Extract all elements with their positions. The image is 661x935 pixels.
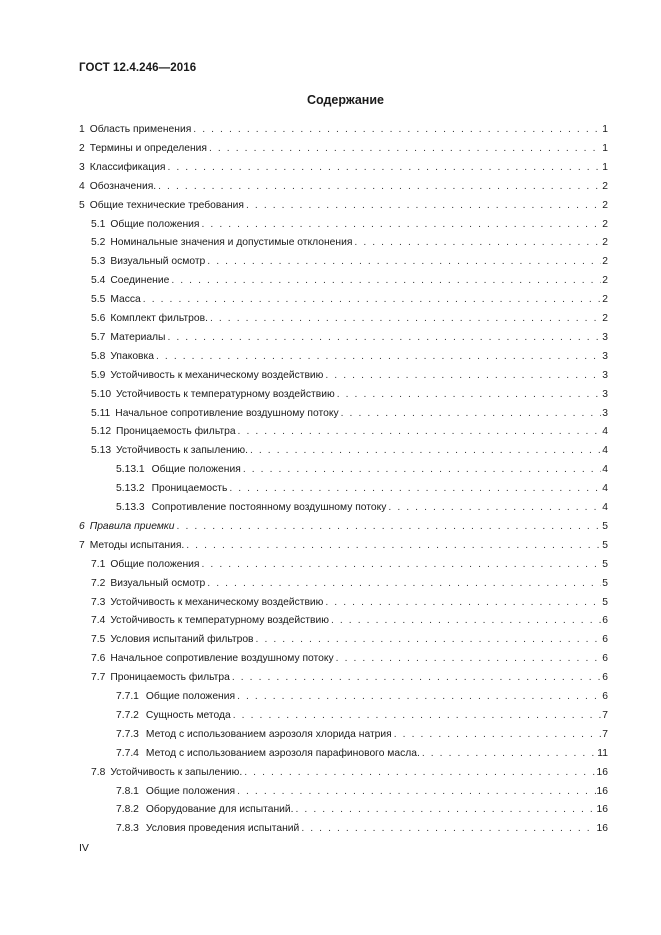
toc-entry-title: Правила приемки [89, 520, 175, 532]
toc-dot-leader [167, 159, 601, 177]
toc-entry-page: 2 [602, 180, 608, 192]
toc-entry-page: 5 [602, 520, 608, 532]
toc-entry-title: Условия испытаний фильтров [110, 634, 254, 646]
toc-entry-number: 5.9 [91, 369, 106, 381]
toc-entry-number: 7.6 [91, 653, 106, 665]
toc-dot-leader [394, 726, 602, 744]
toc-entry[interactable] [116, 745, 608, 763]
toc-entry-number: 7.4 [91, 615, 106, 627]
toc-dot-leader [325, 367, 601, 385]
toc-dot-leader [341, 405, 602, 423]
document-header: ГОСТ 12.4.246—2016 [79, 62, 197, 74]
toc-entry[interactable] [91, 310, 608, 328]
toc-dot-leader [186, 537, 601, 555]
toc-entry-number: 5.4 [91, 275, 106, 287]
toc-dot-leader [325, 594, 601, 612]
toc-dot-leader [167, 329, 601, 347]
toc-entry-page: 6 [602, 615, 608, 627]
page-number: IV [79, 842, 89, 854]
toc-entry-page: 7 [602, 728, 608, 740]
toc-dot-leader [337, 386, 602, 404]
toc-dot-leader [244, 764, 595, 782]
toc-entry[interactable] [91, 386, 608, 404]
toc-entry-page: 3 [602, 350, 608, 362]
toc-entry-title: Номинальные значения и допустимые отклонения [110, 237, 353, 249]
toc-entry-page: 4 [602, 445, 608, 457]
toc-dot-leader [177, 518, 602, 536]
toc-entry-title: Обозначения. [89, 180, 157, 192]
toc-entry-number: 5.13.3 [116, 502, 145, 513]
toc-entry-page: 6 [602, 634, 608, 646]
toc-entry-page: 16 [596, 785, 608, 797]
toc-entry-title: Визуальный осмотр [110, 577, 206, 589]
toc-entry-page: 4 [602, 426, 608, 438]
toc-entry-page: 5 [602, 577, 608, 589]
toc-entry[interactable] [91, 405, 608, 423]
toc-entry-page: 3 [602, 388, 608, 400]
toc-entry-title: Устойчивость к запылению. [110, 766, 243, 778]
toc-entry-title: Общие положения [145, 691, 236, 702]
toc-entry[interactable] [116, 499, 608, 517]
toc-dot-leader [237, 688, 601, 706]
toc-entry-title: Общие технические требования [89, 199, 244, 211]
toc-dot-leader [388, 499, 601, 517]
toc-entry[interactable] [116, 480, 608, 498]
toc-entry-number: 5.7 [91, 331, 106, 343]
toc-entry-page: 2 [602, 218, 608, 230]
toc-entry[interactable] [91, 367, 608, 385]
toc-entry-number: 7.7.4 [116, 747, 139, 759]
toc-dot-leader [232, 669, 601, 687]
toc-entry-title: Проницаемость [151, 483, 228, 495]
toc-dot-leader [256, 631, 602, 649]
toc-entry[interactable] [91, 234, 608, 252]
toc-entry-title: Сопротивление постоянному воздушному потоку [151, 502, 387, 513]
toc-entry-number: 4 [79, 180, 85, 192]
toc-entry-number: 1 [79, 124, 85, 135]
toc-entry[interactable] [79, 121, 608, 139]
toc-entry-page: 3 [602, 407, 608, 419]
toc-dot-leader [296, 801, 596, 819]
toc-entry[interactable] [91, 442, 608, 460]
toc-entry-number: 7.2 [91, 577, 106, 589]
toc-entry[interactable] [91, 669, 608, 687]
toc-entry-page: 7 [602, 709, 608, 721]
toc-entry-title: Проницаемость фильтра [110, 672, 230, 684]
toc-entry[interactable] [116, 461, 608, 479]
toc-entry-title: Общие положения [110, 218, 200, 230]
toc-entry-title: Общие положения [151, 464, 241, 476]
toc-entry-page: 16 [596, 766, 608, 778]
toc-entry-page: 1 [602, 124, 608, 135]
toc-dot-leader [207, 253, 601, 271]
toc-entry-title: Комплект фильтров. [110, 313, 208, 324]
toc-dot-leader [238, 423, 602, 441]
toc-entry-title: Классификация [89, 161, 166, 173]
toc-entry-number: 7.7.2 [116, 709, 139, 721]
toc-entry-page: 5 [602, 558, 608, 570]
toc-entry[interactable] [91, 272, 608, 290]
toc-dot-leader [422, 745, 596, 763]
toc-entry-page: 4 [602, 464, 608, 476]
toc-entry-title: Визуальный осмотр [110, 256, 206, 268]
toc-entry-title: Начальное сопротивление воздушному потоку [115, 407, 339, 419]
toc-dot-leader [193, 121, 601, 139]
toc-entry-title: Оборудование для испытаний. [145, 804, 294, 816]
toc-entry-title: Устойчивость к запылению. [116, 445, 248, 457]
toc-entry-number: 5.3 [91, 256, 106, 268]
toc-entry-title: Начальное сопротивление воздушному потоку [110, 653, 334, 665]
toc-entry-title: Материалы [110, 331, 166, 343]
toc-entry-number: 7 [79, 539, 85, 551]
toc-entry-page: 1 [602, 161, 608, 173]
toc-entry[interactable] [91, 253, 608, 271]
toc-dot-leader [243, 461, 601, 479]
toc-entry-title: Методы испытания. [89, 539, 185, 551]
toc-dot-leader [156, 348, 601, 366]
toc-entry-number: 5.10 [91, 388, 112, 400]
toc-entry-title: Проницаемость фильтра [116, 426, 236, 438]
toc-entry-number: 6 [79, 520, 85, 532]
toc-dot-leader [229, 480, 601, 498]
toc-entry-number: 7.8.3 [116, 823, 139, 835]
toc-dot-leader [233, 707, 602, 725]
toc-entry[interactable] [91, 348, 608, 366]
toc-entry-page: 6 [602, 691, 608, 702]
toc-dot-leader [210, 310, 601, 328]
toc-entry-number: 5 [79, 199, 85, 211]
toc-entry-title: Сущность метода [145, 709, 231, 721]
toc-entry-page: 2 [602, 313, 608, 324]
toc-entry-title: Термины и определения [89, 142, 207, 154]
toc-entry-page: 2 [602, 237, 608, 249]
toc-entry-page: 5 [602, 596, 608, 608]
toc-entry[interactable] [79, 140, 608, 158]
toc-entry[interactable] [116, 801, 608, 819]
toc-dot-leader [237, 783, 595, 801]
toc-dot-leader [143, 291, 601, 309]
toc-entry-number: 5.2 [91, 237, 106, 249]
toc-entry[interactable] [116, 707, 608, 725]
toc-entry[interactable] [91, 612, 608, 630]
toc-entry-page: 16 [596, 804, 608, 816]
toc-entry[interactable] [91, 423, 608, 441]
toc-entry-title: Метод с использованием аэрозоля парафинового масла. [145, 747, 420, 759]
toc-entry-number: 7.1 [91, 558, 106, 570]
toc-entry-number: 7.3 [91, 596, 106, 608]
toc-entry-page: 2 [602, 275, 608, 287]
toc-entry[interactable] [91, 764, 608, 782]
toc-entry-title: Устойчивость к температурному воздействию [110, 615, 329, 627]
toc-entry[interactable] [91, 594, 608, 612]
toc-entry-page: 4 [602, 502, 608, 513]
toc-entry-title: Область применения [89, 124, 192, 135]
toc-entry-number: 7.8.2 [116, 804, 139, 816]
toc-entry-number: 5.1 [91, 218, 106, 230]
toc-entry-number: 5.13.2 [116, 483, 145, 495]
toc-entry[interactable] [91, 631, 608, 649]
toc-dot-leader [209, 140, 601, 158]
toc-entry-title: Общие положения [110, 558, 200, 570]
toc-entry-title: Масса [110, 294, 141, 306]
toc-entry[interactable] [116, 820, 608, 838]
toc-entry[interactable] [91, 575, 608, 593]
toc-dot-leader [207, 575, 601, 593]
toc-entry-number: 5.12 [91, 426, 112, 438]
toc-dot-leader [202, 216, 602, 234]
page-title: Содержание [306, 93, 384, 107]
toc-entry[interactable] [116, 688, 608, 706]
toc-entry-page: 5 [602, 539, 608, 551]
toc-entry-number: 5.6 [91, 313, 106, 324]
toc-entry[interactable] [79, 518, 608, 536]
toc-dot-leader [246, 197, 601, 215]
toc-dot-leader [301, 820, 595, 838]
toc-entry[interactable] [91, 291, 608, 309]
toc-entry-page: 3 [602, 331, 608, 343]
toc-entry-page: 4 [602, 483, 608, 495]
toc-entry-title: Метод с использованием аэрозоля хлорида натрия [145, 728, 392, 740]
toc-entry-number: 5.5 [91, 294, 106, 306]
toc-entry-number: 5.13.1 [116, 464, 145, 476]
toc-entry-number: 7.8 [91, 766, 106, 778]
toc-dot-leader [158, 178, 601, 196]
toc-entry-title: Условия проведения испытаний [145, 823, 300, 835]
toc-entry-page: 1 [602, 142, 608, 154]
toc-dot-leader [354, 234, 601, 252]
toc-entry-number: 3 [79, 161, 85, 173]
toc-entry-page: 3 [602, 369, 608, 381]
toc-entry[interactable] [116, 783, 608, 801]
toc-entry[interactable] [116, 726, 608, 744]
toc-entry[interactable] [79, 537, 608, 555]
toc-entry-title: Устойчивость к механическому воздействию [110, 596, 324, 608]
toc-entry[interactable] [91, 216, 608, 234]
toc-entry-page: 2 [602, 294, 608, 306]
toc-entry-number: 7.7.1 [116, 691, 139, 702]
toc-entry[interactable] [79, 178, 608, 196]
toc-entry-title: Упаковка [110, 350, 154, 362]
toc-entry[interactable] [79, 159, 608, 177]
toc-entry-number: 7.8.1 [116, 785, 139, 797]
toc-entry-number: 7.7.3 [116, 728, 139, 740]
toc-entry-page: 6 [602, 672, 608, 684]
toc-entry-page: 2 [602, 256, 608, 268]
toc-entry-page: 16 [596, 823, 608, 835]
toc-entry-title: Соединение [110, 275, 170, 287]
toc-dot-leader [171, 272, 601, 290]
toc-entry[interactable] [79, 197, 608, 215]
toc-entry-number: 7.7 [91, 672, 106, 684]
toc-entry-number: 5.8 [91, 350, 106, 362]
toc-dot-leader [336, 650, 602, 668]
toc-dot-leader [331, 612, 601, 630]
toc-entry[interactable] [91, 556, 608, 574]
toc-entry[interactable] [91, 650, 608, 668]
toc-entry[interactable] [91, 329, 608, 347]
toc-entry-number: 2 [79, 142, 85, 154]
toc-entry-title: Устойчивость к температурному воздействию [116, 388, 335, 400]
toc-entry-title: Устойчивость к механическому воздействию [110, 369, 324, 381]
toc-entry-page: 11 [597, 747, 608, 759]
toc-dot-leader [250, 442, 601, 460]
toc-entry-page: 6 [602, 653, 608, 665]
toc-entry-number: 5.13 [91, 445, 112, 457]
toc-entry-title: Общие положения [145, 785, 236, 797]
toc-dot-leader [202, 556, 602, 574]
toc-entry-number: 7.5 [91, 634, 106, 646]
toc-entry-number: 5.11 [91, 407, 111, 419]
toc-entry-page: 2 [602, 199, 608, 211]
